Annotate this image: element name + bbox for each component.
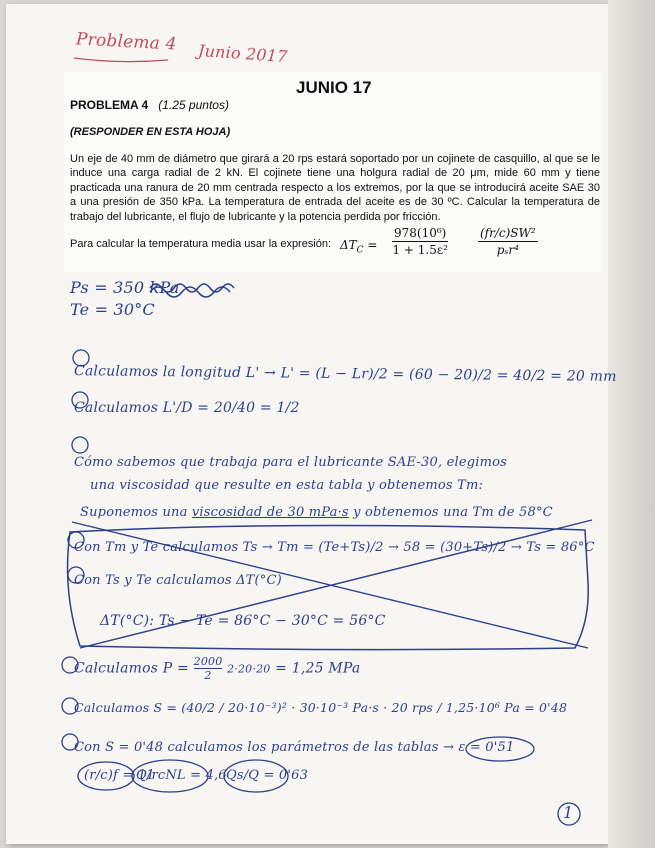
respond-instruction: (RESPONDER EN ESTA HOJA) [70,126,231,138]
result-flow: Q/rcNL = 4,6 [136,768,227,783]
step-5-crossed: Con Ts y Te calculamos ΔT(°C) [74,573,282,588]
step-5-result-crossed: ΔT(°C): Ts − Te = 86°C − 30°C = 56°C [100,613,386,629]
step-6: Calculamos P = $\frac{2000}{2}$ 2·20·20 = 1,25 MPa [74,655,361,682]
formula-row [70,226,600,268]
paper-stack-edge [608,0,655,848]
step-3-line-1: Cómo sabemos que trabaja para el lubricante SAE-30, elegimos [74,455,508,470]
step-1: Calculamos la longitud L' → L' = (L − Lr)/2 = (60 − 20)/2 = 40/2 = 20 mm [73,363,617,385]
step-2: Calculamos L'/D = 20/40 = 1/2 [74,400,300,416]
given-pressure: Ps = 350 kPa [70,278,180,297]
step-7: Calculamos S = (40/2 / 20·10⁻³)² · 30·10⁻³ Pa·s · 20 rps / 1,25·10⁶ Pa = 0'48 [74,700,568,715]
formula-lhs: $\Delta T_C$ = [340,238,378,256]
formula-fraction-2: (fr/c)SW² pₛr⁴ [480,226,536,257]
assumed-viscosity: viscosidad de 30 mPa·s [191,505,349,520]
problem-heading [70,98,229,112]
problem-label-handwritten: Problema 4 [75,29,178,55]
page-number: 1 [563,803,574,822]
step-8: Con S = 0'48 calculamos los parámetros de las tablas → ε = 0'51 [74,740,515,755]
formula-fraction-1: $\frac{\text{978(10⁶)}}{\text{1 + 1.5ε²}}$ [392,226,448,257]
problem-points: (1.25 puntos) [158,98,229,112]
date-handwritten: Junio 2017 [197,40,289,67]
problem-number: PROBLEMA 4 [70,98,149,112]
result-side-flow: Qs/Q = 0'63 [226,768,309,783]
result-friction: (r/c)f = 11 [84,768,155,783]
exam-title: JUNIO 17 [296,78,372,97]
printed-problem-block [64,72,602,272]
step-3-line-3: Suponemos una viscosidad de 30 mPa·s y obtenemos una Tm de 58°C [80,505,553,520]
step-3-line-2: una viscosidad que resulte en esta tabla y obtenemos Tm: [90,478,484,493]
step-4-crossed: Con Tm y Te calculamos Ts → Tm = (Te+Ts)/2 → 58 = (30+Ts)/2 → Ts = 86°C [74,540,595,555]
problem-statement: Un eje de 40 mm de diámetro que girará a 20 rps estará soportado por un cojinete de casquillo, al que se le induce una carga radial de 2 kN. El cojinete tiene una holgura radial de 20 μm, mide 60 mm y tiene practicada una ranura de 20 mm centrada respecto a los extremos, por la que se introducirá aceite SAE 30 a una presión de 350 kPa. La temperatura de entrada del aceite es de 30 ºC. Calcular la temperatura de trabajo del lubricante, el flujo de lubricante y la potencia perdida por fricción. [70,153,600,223]
given-inlet-temp: Te = 30°C [70,300,155,319]
formula-label: Para calcular la temperatura media usar la expresión: [70,238,332,250]
